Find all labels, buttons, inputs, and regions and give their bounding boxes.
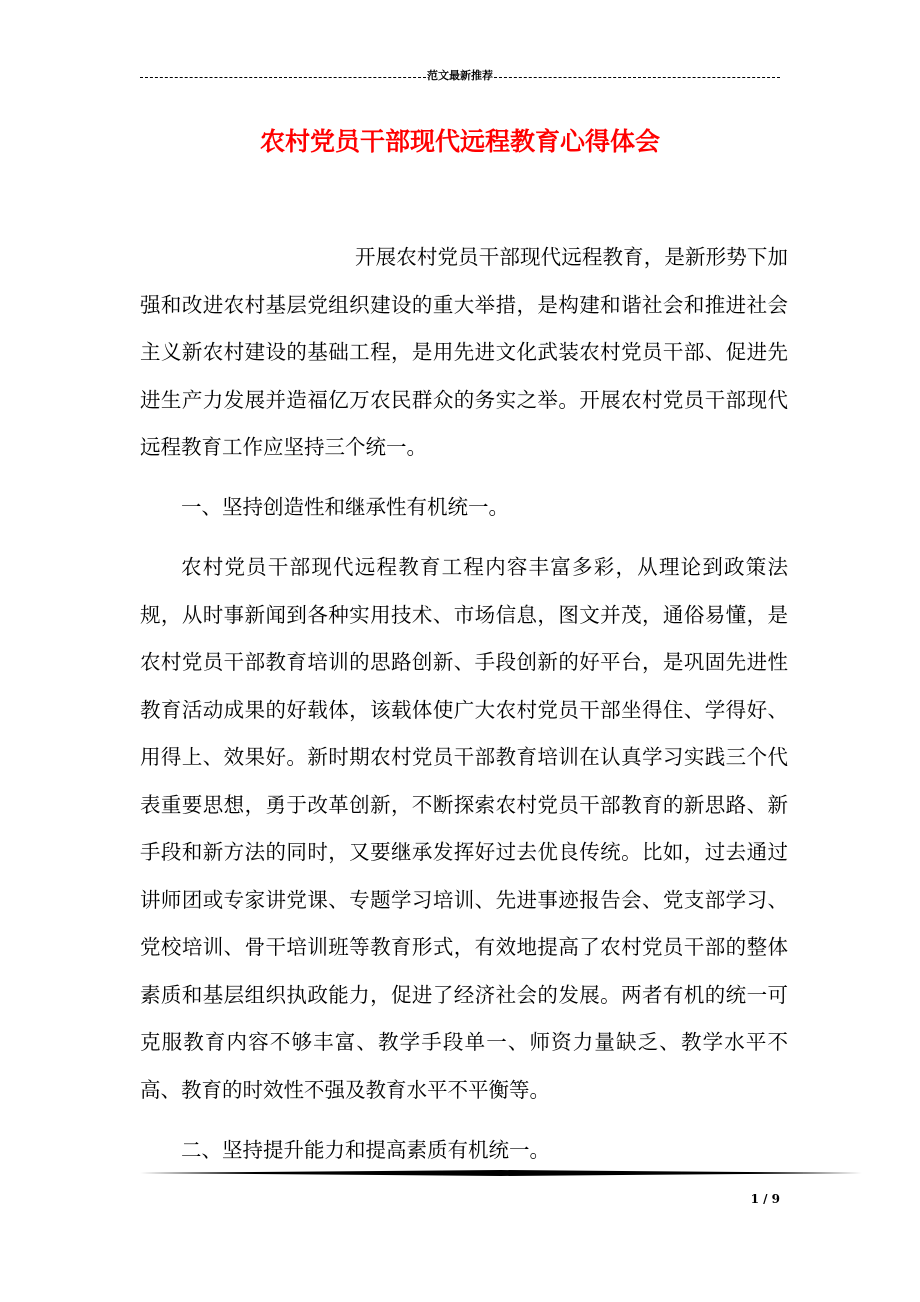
header-dash-left <box>140 77 426 78</box>
page-number: 1 / 9 <box>750 1192 780 1206</box>
header-line <box>140 68 780 84</box>
header-dash-right <box>494 77 780 78</box>
section-heading-1: 一、坚持创造性和继承性有机统一。 <box>181 495 509 519</box>
paragraph-intro: 开展农村党员干部现代远程教育，是新形势下加强和改进农村基层党组织建设的重大举措，是构建和谐社会和推进社会主义新农村建设的基础工程，是用先进文化武装农村党员干部、促进先进生产力发展并造福亿万农民群众的务实之举。开展农村党员干部现代远程教育工作应坚持三个统一。 <box>140 245 788 459</box>
document-title: 农村党员干部现代远程教育心得体会 <box>259 127 660 156</box>
paragraph-section-1: 农村党员干部现代远程教育工程内容丰富多彩，从理论到政策法规，从时事新闻到各种实用技术、市场信息，图文并茂，通俗易懂，是农村党员干部教育培训的思路创新、手段创新的好平台，是巩固先进性教育活动成果的好载体，该载体使广大农村党员干部坐得住、学得好、用得上、效果好。新时期农村党员干部教育培训在认真学习实践三个代表重要思想，勇于改革创新，不断探索农村党员干部教育的新思路、新手段和新方法的同时，又要继承发挥好过去优良传统。比如，过去通过讲师团或专家讲党课、专题学习培训、先进事迹报告会、党支部学习、党校培训、骨干培训班等教育形式，有效地提高了农村党员干部的整体素质和基层组织执政能力，促进了经济社会的发展。两者有机的统一可克服教育内容不够丰富、教学手段单一、师资力量缺乏、教学水平不高、教育的时效性不强及教育水平不平衡等。 <box>140 555 788 1102</box>
document-body <box>140 234 788 1187</box>
header-label: 范文最新推荐 <box>427 69 493 82</box>
section-heading-2: 二、坚持提升能力和提高素质有机统一。 <box>181 1137 550 1162</box>
footer-rule <box>140 1170 862 1176</box>
